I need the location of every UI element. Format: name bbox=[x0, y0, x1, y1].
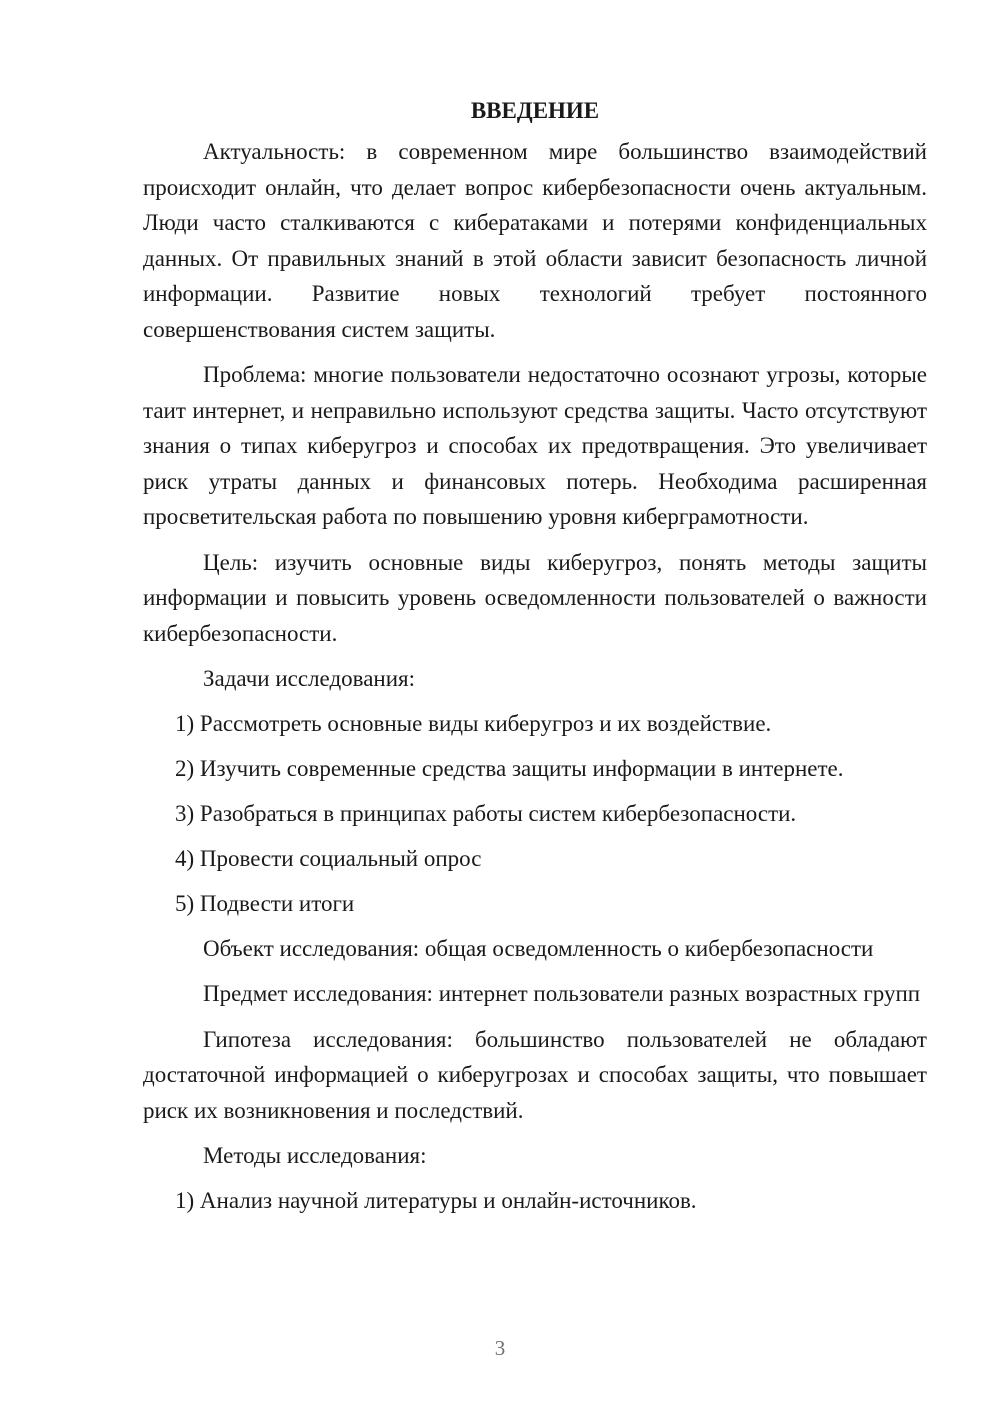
task-item-3: 3) Разобраться в принципах работы систем кибербезопасности. bbox=[175, 801, 797, 826]
task-item-5: 5) Подвести итоги bbox=[175, 891, 355, 916]
goal-paragraph: Цель: изучить основные виды киберугроз, понять методы защиты информации и повысить уровень осведомленности пользователей о важности кибербезопасности. bbox=[143, 549, 927, 646]
problem-paragraph: Проблема: многие пользователи недостаточно осознают угрозы, которые таит интернет, и неправильно используют средства защиты. Часто отсутствуют знания о типах киберугроз и способах их предотвращения. Это увеличивает риск утраты данных и финансовых потерь. Необходима расширенная просветительская работа по повышению уровня киберграмотности. bbox=[143, 362, 927, 529]
page-content bbox=[143, 94, 927, 1228]
relevance-paragraph: Актуальность: в современном мире большинство взаимодействий происходит онлайн, что делает вопрос кибербезопасности очень актуальным. Люди часто сталкиваются с кибератаками и потерями конфиденциальных данных. От правильных знаний в этой области зависит безопасность личной информации. Развитие новых технологий требует постоянного совершенствования систем защиты. bbox=[143, 139, 927, 342]
object-line: Объект исследования: общая осведомленность о кибербезопасности bbox=[203, 936, 874, 961]
task-item-1: 1) Рассмотреть основные виды киберугроз и их воздействие. bbox=[175, 711, 772, 736]
method-item-1: 1) Анализ научной литературы и онлайн-источников. bbox=[175, 1188, 697, 1213]
hypothesis-paragraph: Гипотеза исследования: большинство пользователей не обладают достаточной информацией о киберугрозах и способах защиты, что повышает риск их возникновения и последствий. bbox=[143, 1026, 927, 1123]
methods-heading: Методы исследования: bbox=[203, 1143, 427, 1168]
page-number: 3 bbox=[494, 1336, 506, 1360]
page-title: ВВЕДЕНИЕ bbox=[470, 98, 600, 123]
task-item-2: 2) Изучить современные средства защиты информации в интернете. bbox=[175, 756, 844, 781]
task-item-4: 4) Провести социальный опрос bbox=[175, 846, 482, 871]
tasks-heading: Задачи исследования: bbox=[203, 666, 416, 691]
subject-paragraph: Предмет исследования: интернет пользователи разных возрастных групп bbox=[203, 981, 921, 1006]
